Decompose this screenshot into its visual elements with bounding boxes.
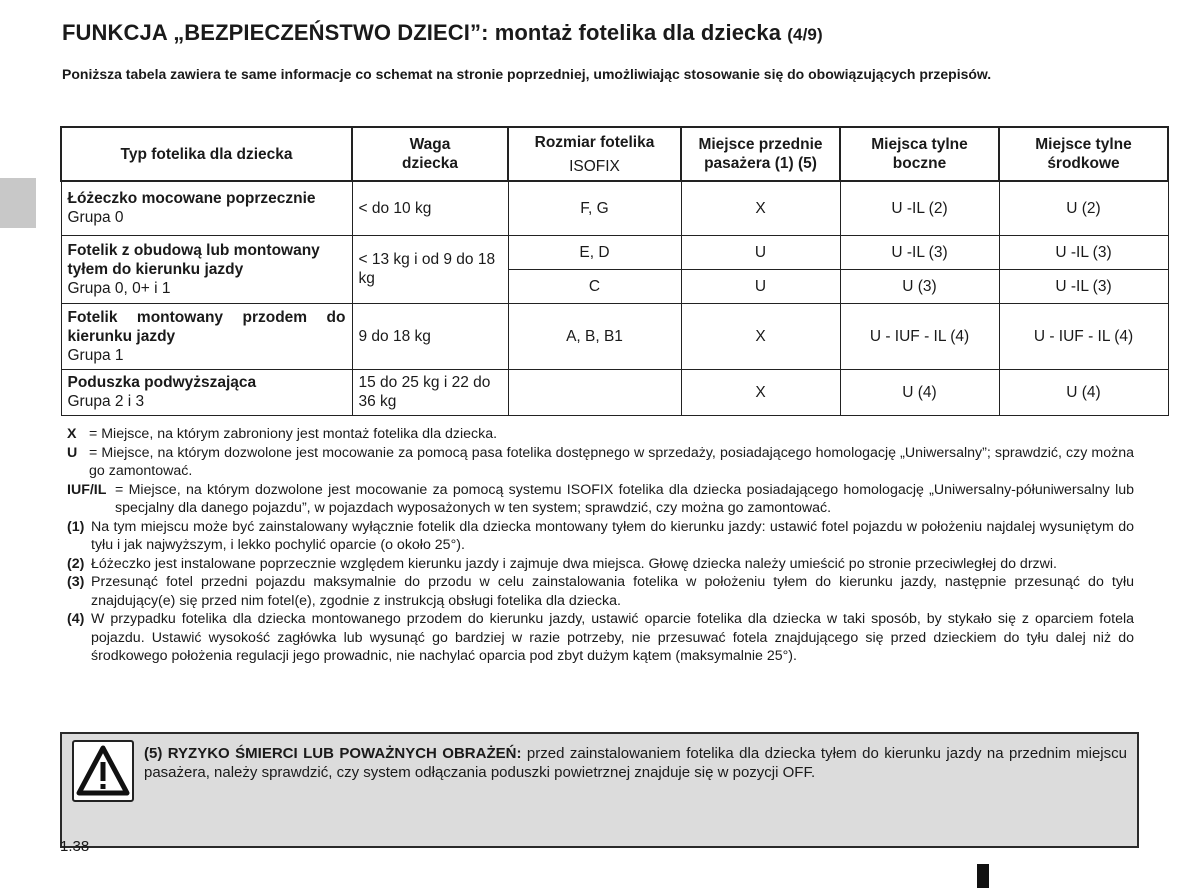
rear-center-cell: U (2) xyxy=(999,181,1168,235)
rear-center-cell: U - IUF - IL (4) xyxy=(999,303,1168,369)
note-label: (2) xyxy=(67,555,85,572)
note-iuf-il xyxy=(67,481,1134,518)
note-label: (1) xyxy=(67,518,85,535)
weight-cell: 9 do 18 kg xyxy=(352,303,508,369)
page-indicator: (4/9) xyxy=(787,25,823,44)
warning-body: przed zainstalowaniem fotelika dla dziecka tyłem do kierunku jazdy na przednim miejscu pasażera, należy sprawdzić, czy system odłączania poduszki powietrznej znajduje się w pozycji OFF. xyxy=(144,745,1127,781)
weight-cell: 15 do 25 kg i 22 do 36 kg xyxy=(352,369,508,415)
note-3 xyxy=(67,573,1134,610)
note-label: U xyxy=(67,444,78,461)
rear-side-cell: U - IUF - IL (4) xyxy=(840,303,999,369)
size-cell: A, B, B1 xyxy=(508,303,681,369)
intro-paragraph: Poniższa tabela zawiera te same informacje co schemat na stronie poprzedniej, umożliwiając stosowanie się do obowiązujących przepisów. xyxy=(62,66,992,82)
note-text: Przesunąć fotel przedni pojazdu maksymalnie do przodu w celu zainstalowania fotelika w położeniu tyłem do kierunku jazdy, następnie przesunąć do tyłu znajdujący(e) się przed nim fotel(e), zgodnie z instrukcją obsługi fotelika dla dziecka. xyxy=(91,574,1134,609)
seat-type-cell: Poduszka podwyższająca Grupa 2 i 3 xyxy=(61,369,352,415)
table-header-row xyxy=(61,127,1168,181)
warning-box xyxy=(60,732,1139,848)
legend-notes xyxy=(67,425,1134,666)
note-text: = Miejsce, na którym dozwolone jest mocowanie za pomocą systemu ISOFIX fotelika dla dziecka posiadającego homologację „Uniwersalny-półuniwersalny lub specjalny dla danego pojazdu”, w pojazdach wyposażonych w ten system; sprawdzić, czy można go zamontować. xyxy=(115,481,1134,516)
warning-heading: (5) RYZYKO ŚMIERCI LUB POWAŻNYCH OBRAŻEŃ: xyxy=(144,745,522,762)
note-2 xyxy=(67,555,1134,574)
note-u xyxy=(67,444,1134,481)
seat-type-cell: Łóżeczko mocowane poprzecznie Grupa 0 xyxy=(61,181,352,235)
note-1 xyxy=(67,518,1134,555)
header-rear-side: Miejsca tylne boczne xyxy=(840,127,999,181)
header-isofix-size: Rozmiar fotelika ISOFIX xyxy=(508,127,681,181)
front-seat-cell: U xyxy=(681,269,840,303)
front-seat-cell: X xyxy=(681,369,840,415)
child-seat-table xyxy=(60,126,1169,416)
front-seat-cell: U xyxy=(681,235,840,269)
table-row xyxy=(61,369,1168,415)
page-number: 1.38 xyxy=(60,838,90,855)
size-cell xyxy=(508,369,681,415)
table-row xyxy=(61,181,1168,235)
section-tab xyxy=(0,178,36,228)
weight-cell: < 13 kg i od 9 do 18 kg xyxy=(352,235,508,303)
rear-center-cell: U (4) xyxy=(999,369,1168,415)
table-row xyxy=(61,235,1168,269)
note-label: (4) xyxy=(67,611,85,627)
size-cell: C xyxy=(508,269,681,303)
note-text: = Miejsce, na którym zabroniony jest montaż fotelika dla dziecka. xyxy=(89,426,498,442)
header-weight: Waga dziecka xyxy=(352,127,508,181)
size-cell: F, G xyxy=(508,181,681,235)
rear-center-cell: U -IL (3) xyxy=(999,269,1168,303)
rear-side-cell: U -IL (2) xyxy=(840,181,999,235)
header-front-seat: Miejsce przednie pasażera (1) (5) xyxy=(681,127,840,181)
rear-side-cell: U -IL (3) xyxy=(840,235,999,269)
note-text: Łóżeczko jest instalowane poprzecznie względem kierunku jazdy i zajmuje dwa miejsca. Głowę dziecka należy umieścić po stronie przeciwległej do drzwi. xyxy=(91,555,1057,572)
size-cell: E, D xyxy=(508,235,681,269)
front-seat-cell: X xyxy=(681,303,840,369)
header-rear-center: Miejsce tylne środkowe xyxy=(999,127,1168,181)
note-text: = Miejsce, na którym dozwolone jest mocowanie za pomocą pasa fotelika dostępnego w sprzedaży, posiadającego homologację „Uniwersalny”; sprawdzić, czy można go zamontować. xyxy=(89,444,1134,479)
weight-cell: < do 10 kg xyxy=(352,181,508,235)
rear-center-cell: U -IL (3) xyxy=(999,235,1168,269)
header-type: Typ fotelika dla dziecka xyxy=(61,127,352,181)
note-label: (3) xyxy=(67,574,85,590)
seat-type-cell: Fotelik z obudową lub montowany tyłem do kierunku jazdy Grupa 0, 0+ i 1 xyxy=(61,235,352,303)
table-row xyxy=(61,303,1168,369)
page-title xyxy=(62,20,823,46)
warning-text xyxy=(144,744,1127,782)
note-text: W przypadku fotelika dla dziecka montowanego przodem do kierunku jazdy, ustawić oparcie fotelika dla dziecka w taki sposób, by stykało się z oparciem fotela pojazdu. Ustawić wysokość zagłówka lub wysunąć go bardziej w razie potrzeby, nie przesuwać fotela znajdującego się przed dzieckiem do tyłu dalej niż do środkowego położenia regulacji jego prowadnic, nie nachylać oparcia pod zbyt dużym kątem (maksymalnie 25°). xyxy=(91,611,1134,664)
title-text: FUNKCJA „BEZPIECZEŃSTWO DZIECI”: montaż fotelika dla dziecka xyxy=(62,20,782,45)
front-seat-cell: X xyxy=(681,181,840,235)
page-edge-marker xyxy=(977,864,989,888)
warning-triangle-icon xyxy=(72,740,134,802)
note-label: X xyxy=(67,426,77,442)
note-4 xyxy=(67,610,1134,666)
seat-type-cell: Fotelik montowany przodem do kierunku jazdy Grupa 1 xyxy=(61,303,352,369)
note-text: Na tym miejscu może być zainstalowany wyłącznie fotelik dla dziecka montowany tyłem do kierunku jazdy: ustawić fotel pojazdu w położeniu najdalej wysuniętym do tyłu i jak najwyższym, i lekko pochylić oparcie (o około 25°). xyxy=(91,518,1134,553)
note-label: IUF/IL xyxy=(67,481,107,498)
rear-side-cell: U (3) xyxy=(840,269,999,303)
note-x xyxy=(67,425,1134,444)
rear-side-cell: U (4) xyxy=(840,369,999,415)
